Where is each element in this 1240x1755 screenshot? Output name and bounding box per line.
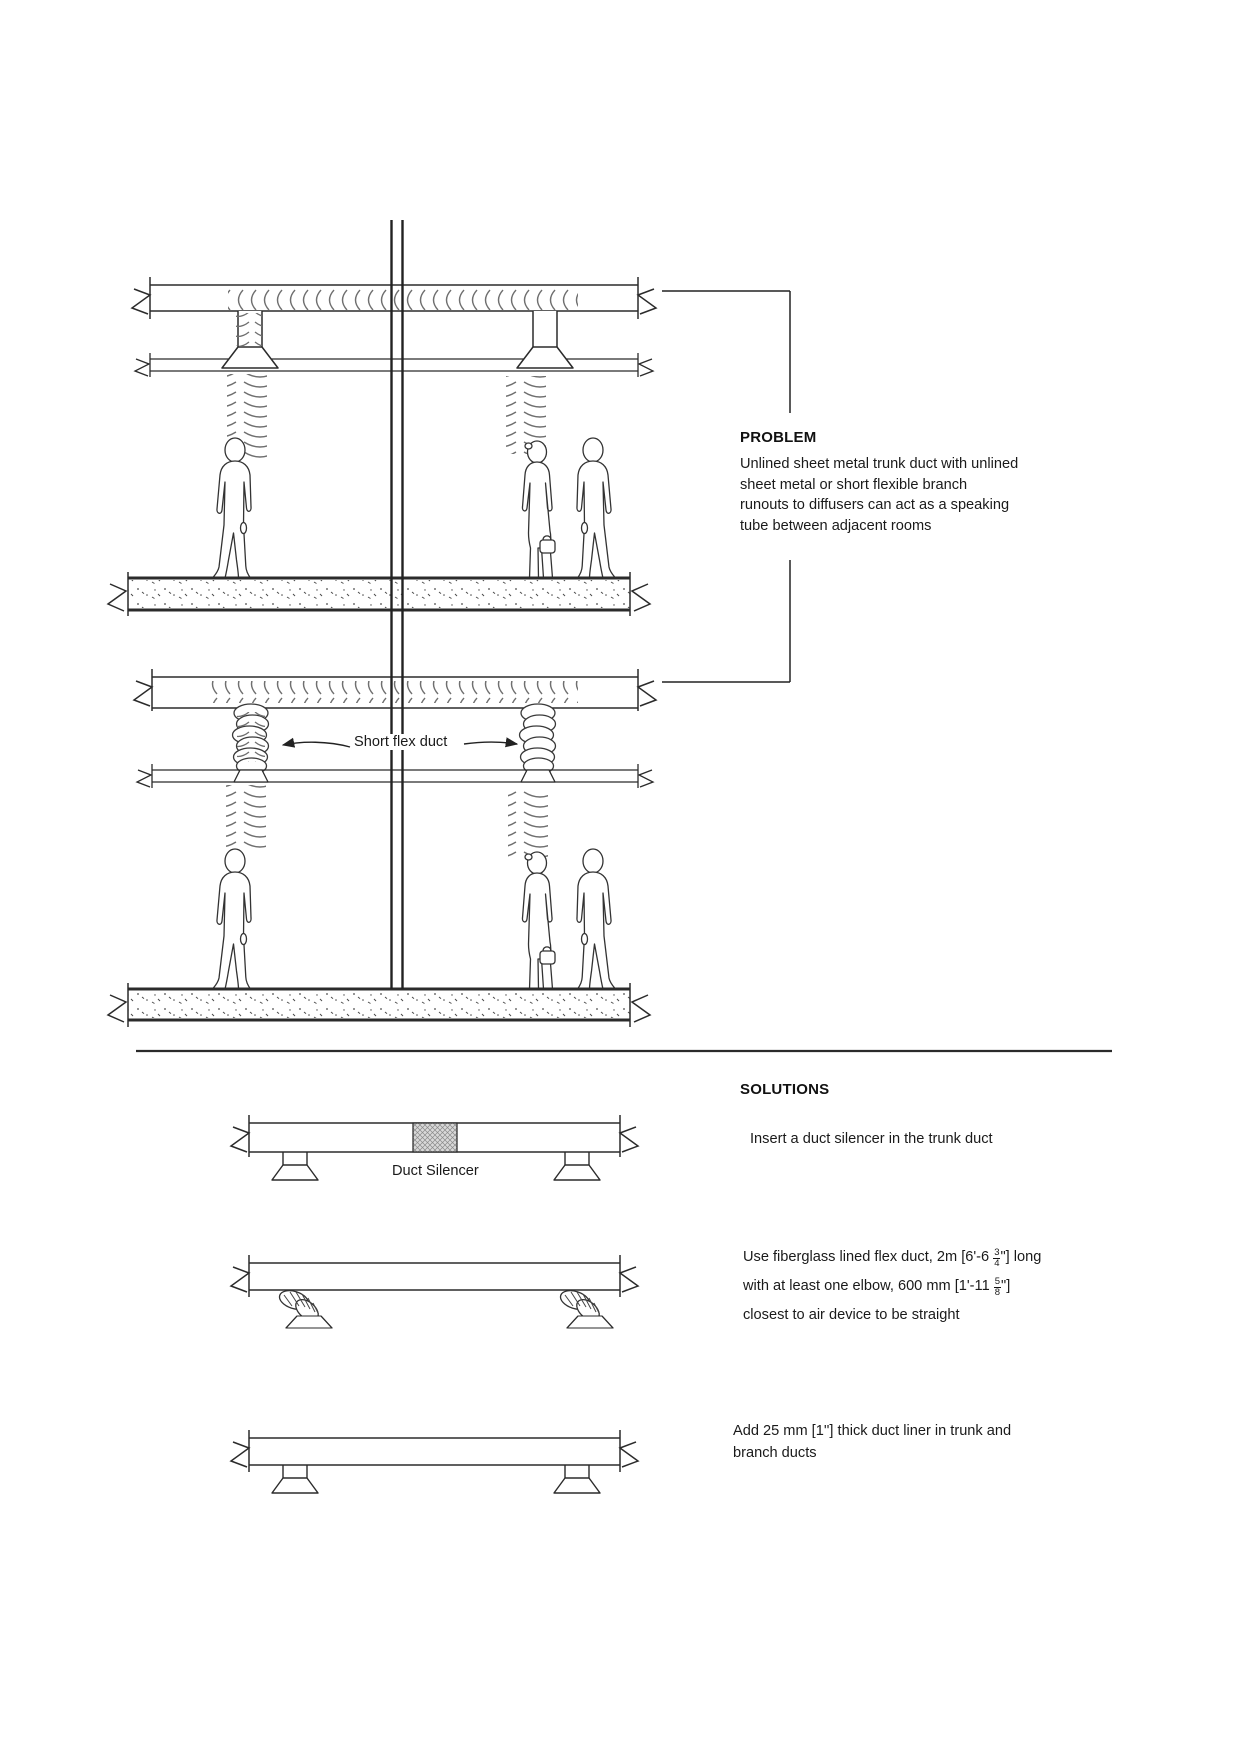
occupant-figure (213, 849, 252, 989)
upper-room-section-diagram (108, 277, 656, 616)
short-flex-duct-label: Short flex duct (351, 734, 450, 750)
room-sound-waves-left (226, 785, 266, 849)
problem-heading: PROBLEM (740, 429, 817, 446)
solution3-text (733, 1420, 1011, 1464)
room-sound-waves-right (508, 790, 548, 860)
diffuser (272, 1165, 318, 1180)
solution2-line1: Use fiberglass lined flex duct, 2m [6'-6 $\frac{3}{4}$ "] long (743, 1246, 1042, 1269)
trunk-duct (134, 669, 656, 711)
diffuser (286, 1316, 332, 1328)
diffuser (517, 347, 573, 368)
solution2-flex-duct-diagram (231, 1255, 638, 1328)
solution2-line3: closest to air device to be straight (743, 1306, 960, 1323)
ceiling-lines (135, 353, 653, 377)
problem-text-line: tube between adjacent rooms (740, 517, 932, 534)
trunk-duct (132, 277, 656, 319)
solution2-text (743, 1247, 1041, 1325)
branch-takeoffs (283, 1465, 589, 1478)
duct-sound-waves (210, 681, 578, 703)
duct-silencer-hatch (413, 1123, 457, 1152)
diffuser (222, 347, 278, 368)
problem-text-line: Unlined sheet metal trunk duct with unlined (740, 456, 1019, 472)
diffuser (567, 1316, 613, 1328)
occupant-figure (522, 852, 555, 989)
diffuser (554, 1478, 600, 1493)
problem-text-line: sheet metal or short flexible branch (740, 476, 968, 493)
occupant-figure (577, 849, 616, 989)
diffuser (272, 1478, 318, 1493)
coil-sound-waves (237, 712, 265, 762)
problem-text (740, 454, 1018, 536)
solution3-duct-liner-diagram (231, 1430, 638, 1493)
duct-silencer-label: Duct Silencer (392, 1163, 479, 1179)
branch-takeoffs (238, 311, 557, 347)
floor-slab (108, 572, 650, 616)
occupant-figure (577, 438, 616, 578)
occupant-figure (213, 438, 252, 578)
problem-text-line: runouts to diffusers can act as a speaking (740, 497, 1010, 514)
lower-room-section-diagram (108, 669, 656, 1027)
ceiling-diffuser (234, 770, 268, 782)
fraction-three-quarters: $\frac{3}{4}$ (994, 1246, 1000, 1269)
solution3-text-line: branch ducts (733, 1445, 817, 1461)
takeoff-sound-waves (236, 313, 262, 346)
solutions-heading: SOLUTIONS (740, 1081, 830, 1098)
ceiling-lines (137, 764, 653, 788)
occupant-figure (522, 441, 555, 578)
solution3-text-line: Add 25 mm [1''] thick duct liner in trunk and (733, 1423, 1012, 1439)
solution2-line2: with at least one elbow, 600 mm [1'-11 $\frac{5}{8}$ "] (743, 1275, 1011, 1298)
fraction-five-eighths: $\frac{5}{8}$ (994, 1275, 1001, 1298)
flex-duct-coil-right (520, 704, 556, 774)
floor-slab (108, 983, 650, 1027)
ceiling-diffuser (521, 770, 555, 782)
solution1-text: Insert a duct silencer in the trunk duct (750, 1131, 993, 1147)
diffuser (554, 1165, 600, 1180)
